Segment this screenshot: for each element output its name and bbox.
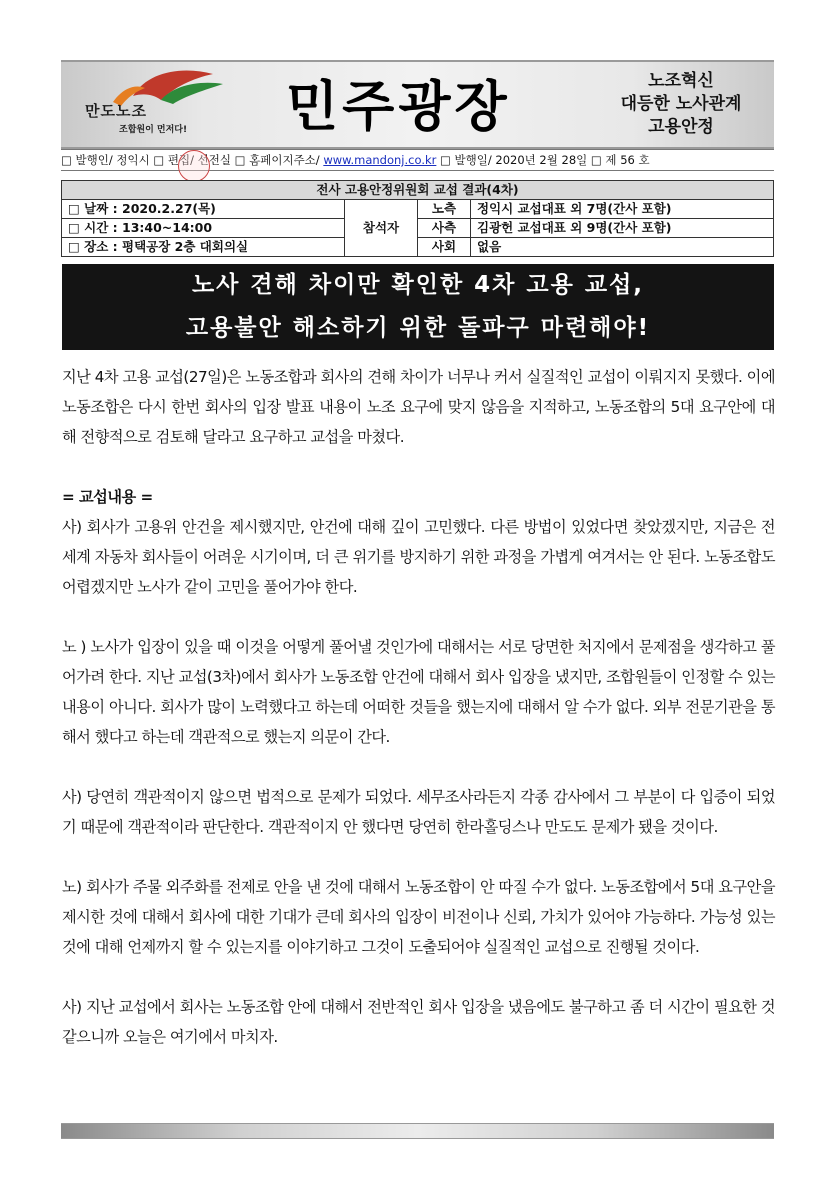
dialogue-paragraph: 노 ) 노사가 입장이 있을 때 이것을 어떻게 풀어낼 것인가에 대해서는 서로 당면한 처지에서 문제점을 생각하고 풀어가려 한다. 지난 교섭(3차)에서 회사가 노동조합 안건에 대해서 회사 입장을 냈지만, 조합원들이 인정할 수 있는 내용이 아니다. 회사가 많이 노력했다고 하는데 어떠한 것들을 했는지에 대해서 알 수가 없다. 외부 전문기관을 통해서 했다고 하는데 객관적으로 했는지 의문이 간다. [62, 638, 775, 746]
meeting-place: □ 장소 : 평택공장 2층 대회의실 [62, 238, 345, 257]
homepage-link[interactable]: www.mandonj.co.kr [323, 153, 437, 167]
dialogue-paragraph: 사) 회사가 고용위 안건을 제시했지만, 안건에 대해 깊이 고민했다. 다른 방법이 있었다면 찾았겠지만, 지금은 전 세계 자동차 회사들이 어려운 시기이며, 더 큰 위기를 방지하기 위한 과정을 가볍게 여겨서는 안 된다. 노동조합도 어렵겠지만 노사가 같이 고민을 풀어가야 한다. [62, 518, 775, 596]
slogan-line: 고용안정 [648, 117, 714, 137]
logo-subtext: 조합원이 먼저다! [119, 125, 188, 135]
headline-banner [62, 264, 774, 350]
slogan-line: 노조혁신 [648, 71, 714, 91]
meeting-title: 전사 고용안정위원회 교섭 결과(4차) [62, 181, 774, 200]
slogan [596, 70, 766, 139]
meeting-info-table [61, 180, 774, 257]
newsletter-title: 민주광장 [286, 75, 511, 138]
publisher-info: □ 발행인/ 정익시 □ 편집/ 선전실 □ 홈페이지주소/ [61, 153, 324, 167]
management-label: 사측 [418, 219, 471, 238]
labor-value: 정익시 교섭대표 외 7명(간사 포함) [471, 200, 774, 219]
article-body [62, 362, 775, 1052]
seal-stamp [178, 150, 210, 182]
logo-text: 만도노조 [85, 102, 147, 120]
chair-label: 사회 [418, 238, 471, 257]
attendees-label: 참석자 [345, 200, 418, 257]
meeting-date: □ 날짜 : 2020.2.27(목) [62, 200, 345, 219]
masthead [61, 60, 774, 149]
dialogue-paragraph: 노) 회사가 주물 외주화를 전제로 안을 낸 것에 대해서 노동조합이 안 따질 수가 없다. 노동조합에서 5대 요구안을 제시한 것에 대해서 회사에 대한 기대가 큰데 회사의 입장이 비전이나 신뢰, 가치가 있어야 가능하다. 가능성 있는 것에 대해 언제까지 할 수 있는지를 이야기하고 그것이 도출되어야 실질적인 교섭으로 진행될 것이다. [62, 878, 775, 956]
headline-line: 고용불안 해소하기 위한 돌파구 마련해야! [185, 315, 651, 341]
management-value: 김광헌 교섭대표 외 9명(간사 포함) [471, 219, 774, 238]
intro-paragraph: 지난 4차 고용 교섭(27일)은 노동조합과 회사의 견해 차이가 너무나 커서 실질적인 교섭이 이뤄지지 못했다. 이에 노동조합은 다시 한번 회사의 입장 발표 내용이 노조 요구에 맞지 않음을 지적하고, 노동조합의 5대 요구안에 대해 전향적으로 검토해 달라고 요구하고 교섭을 마쳤다. [62, 368, 775, 446]
footer-bar [61, 1123, 774, 1139]
slogan-line: 대등한 노사관계 [620, 94, 742, 114]
headline-line: 노사 견해 차이만 확인한 4차 고용 교섭, [191, 272, 645, 298]
dialogue-paragraph: 사) 당연히 객관적이지 않으면 법적으로 문제가 되었다. 세무조사라든지 각종 감사에서 그 부분이 다 입증이 되었기 때문에 객관적이라 판단한다. 객관적이지 안 했다면 당연히 한라홀딩스나 만도도 문제가 됐을 것이다. [62, 788, 775, 836]
publication-info-bar [61, 149, 774, 171]
issue-info: □ 발행일/ 2020년 2월 28일 □ 제 56 호 [436, 153, 650, 167]
section-heading: = 교섭내용 = [62, 488, 153, 506]
labor-label: 노측 [418, 200, 471, 219]
dialogue-paragraph: 사) 지난 교섭에서 회사는 노동조합 안에 대해서 전반적인 회사 입장을 냈음에도 불구하고 좀 더 시간이 필요한 것 같으니까 오늘은 여기에서 마치자. [62, 998, 775, 1046]
meeting-time: □ 시간 : 13:40~14:00 [62, 219, 345, 238]
chair-value: 없음 [471, 238, 774, 257]
